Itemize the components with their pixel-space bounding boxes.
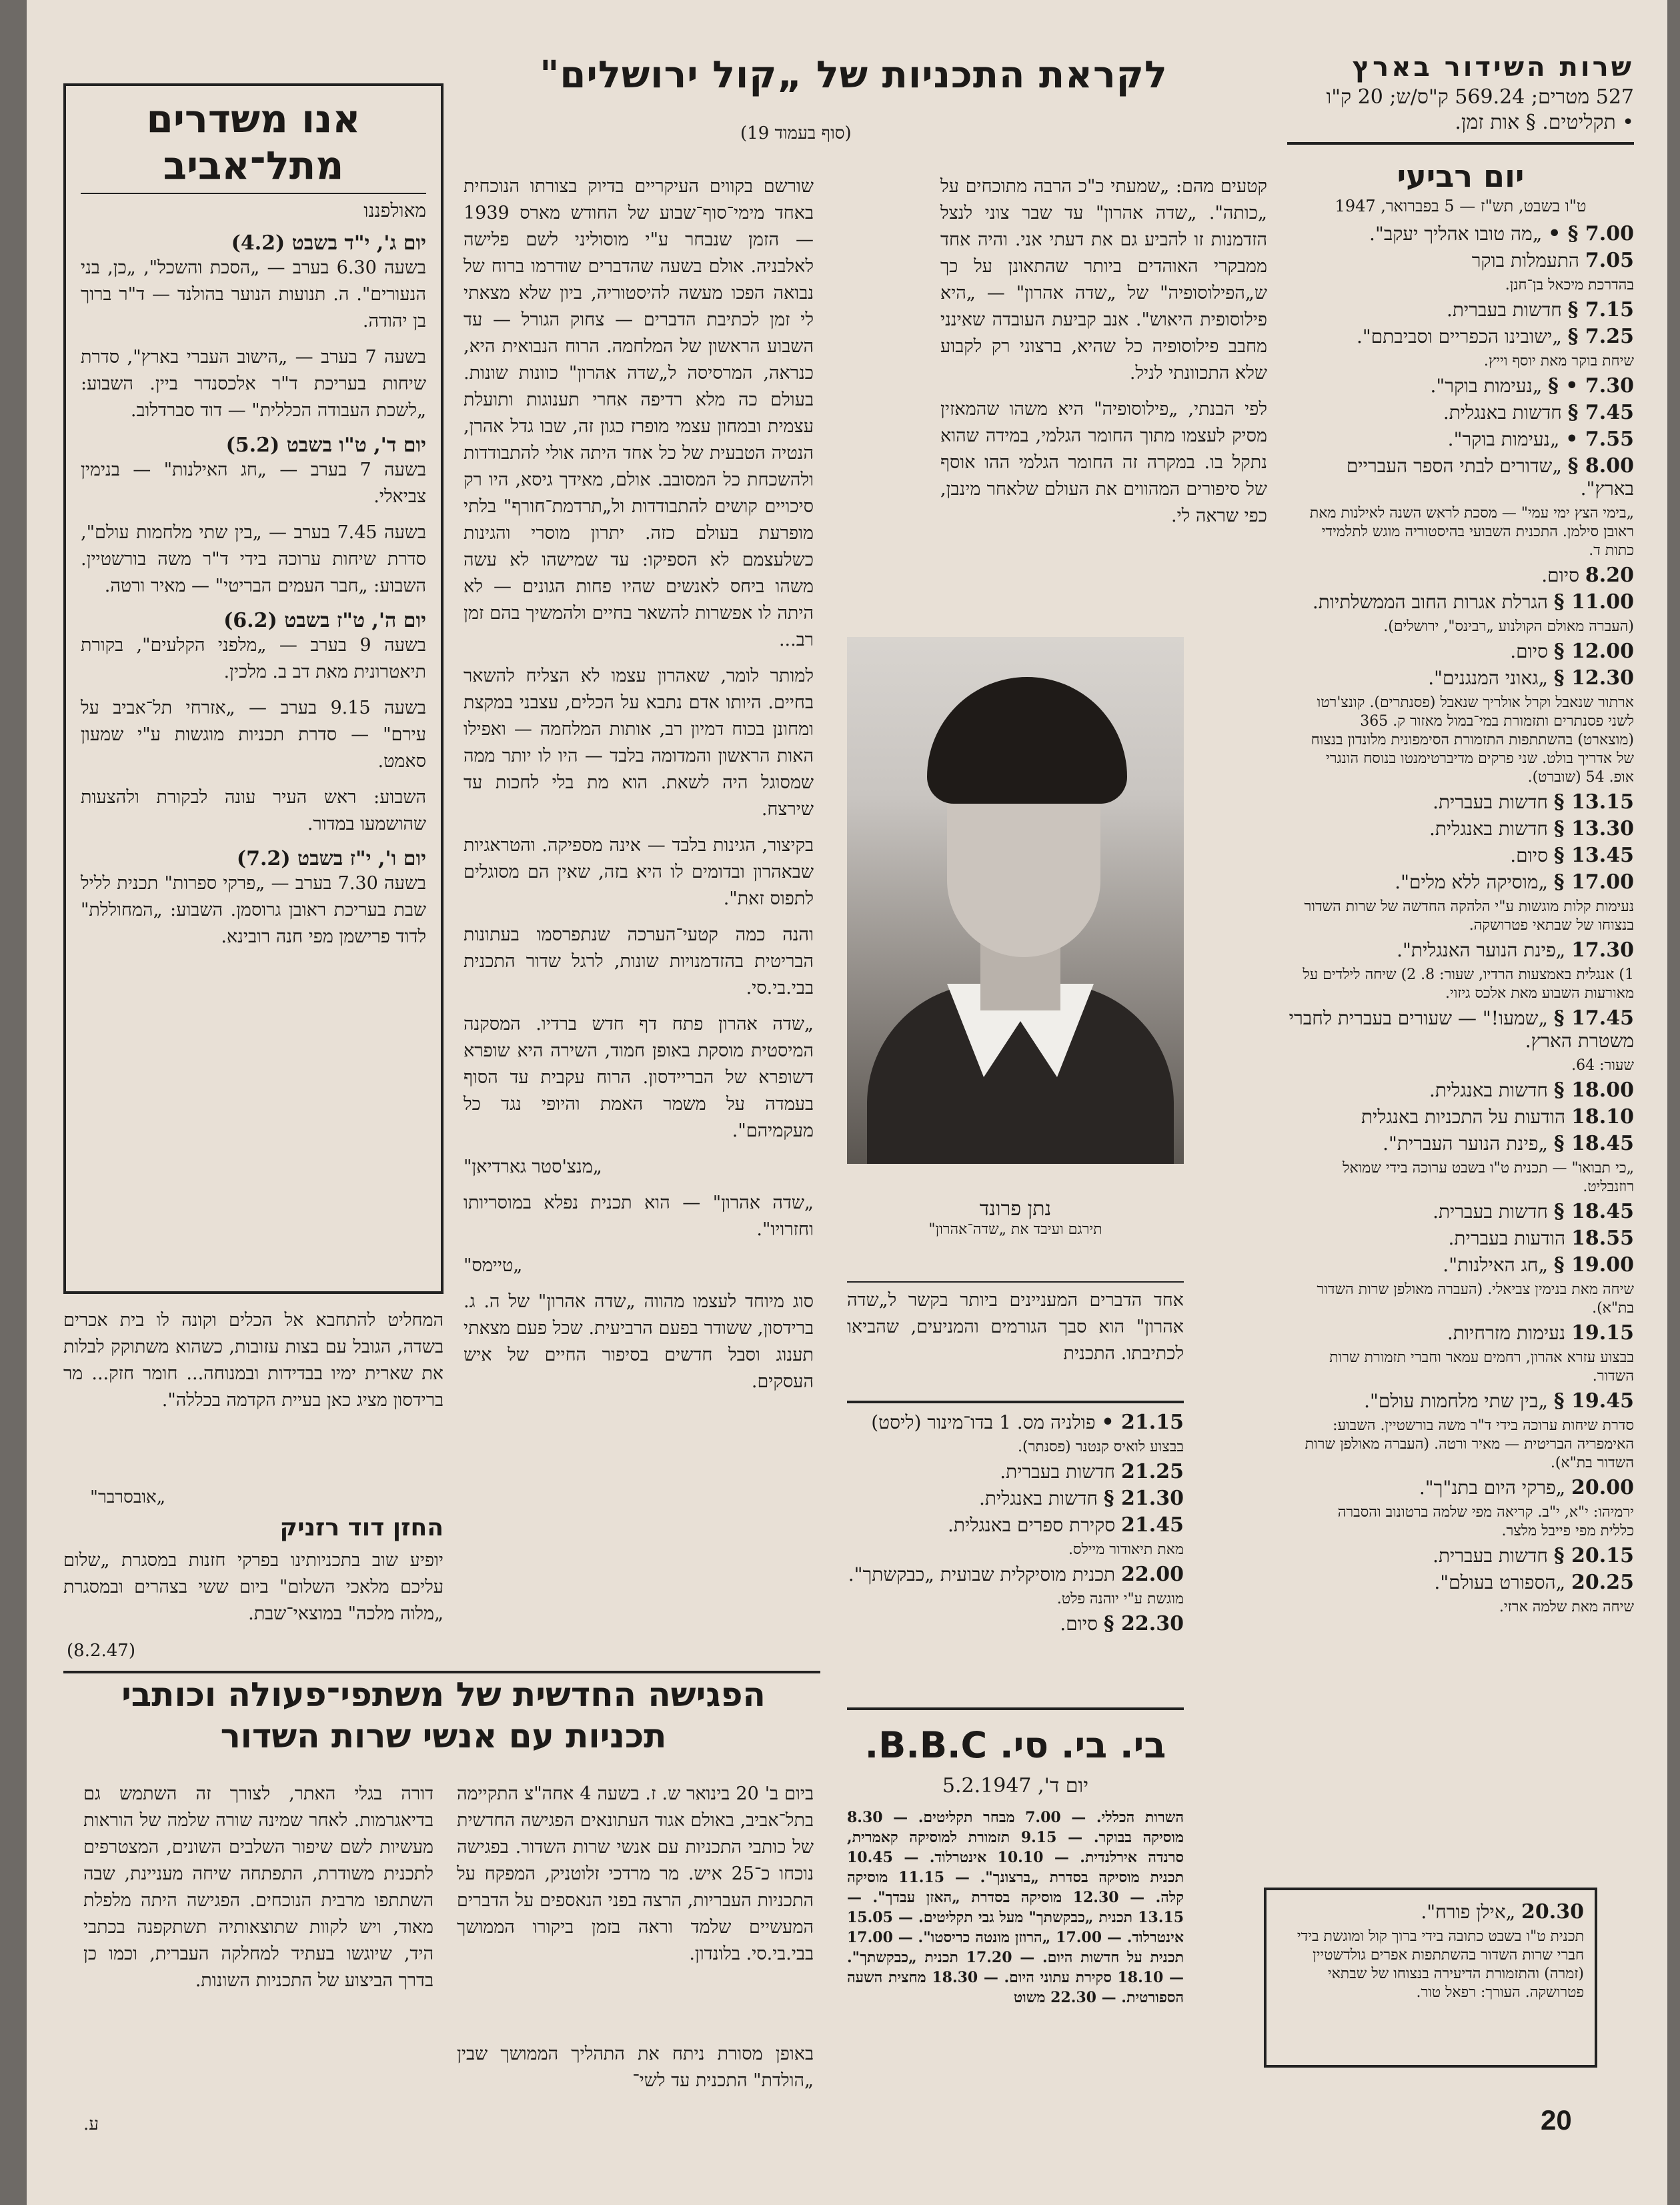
divider xyxy=(847,1401,1184,1403)
program-entry xyxy=(1287,1227,1634,1250)
program-title: סיום. xyxy=(1510,844,1548,866)
program-title: סיום. xyxy=(1541,564,1580,586)
program-details: תכנית ט"ו בשבט כתובה בידי ברוך קול ומוגשת בידי חברי שרות השדור בהשתתפות אפרים גולדשטיין (זמרה) והתזמורת הדיעירה בנצוחו של שבתאי פטרושקה. העורך: רפאל טור. xyxy=(1297,1928,1584,2001)
program-time: 18.55 xyxy=(1571,1227,1634,1250)
schedule-column xyxy=(1287,50,1634,1619)
program-title: „פרקי היום בתנ"ך". xyxy=(1419,1477,1566,1499)
program-entry xyxy=(1287,1254,1634,1277)
program-details: שיחה מאת בנימין צביאלי. (העברה מאולפן שרות השדור בת"א). xyxy=(1317,1281,1634,1317)
program-time: 7.25 § xyxy=(1567,325,1634,348)
program-title: „נעימות בוקר". xyxy=(1430,375,1543,397)
program-details: ירמיהו: י"א, י"ב. קריאה מפי שלמה ברטונוב והסברה כללית מפי פייבל מלצר. xyxy=(1337,1504,1634,1539)
photo-caption xyxy=(847,1197,1184,1238)
article-paragraph: בקיצור, הגינות בלבד — אינה מספיקה. והטראגיות שבאהרון ובדומים לו היא בזה, שאין הם מסוגלים לתפוס זאת". xyxy=(464,835,814,909)
program-time: 22.30 § xyxy=(1103,1612,1184,1635)
program-title: „בין שתי מלחמות עולם". xyxy=(1364,1390,1548,1412)
program-entry xyxy=(1287,564,1634,587)
program-details: 1) אנגלית באמצעות הרדיו, שעור: 8. 2) שיחה לילדים על מאורעות השבוע מאת אלכס גיזוי. xyxy=(1303,966,1634,1002)
photo-caption-name: נתן פרונד xyxy=(979,1197,1052,1221)
program-title: „הספורט בעולם". xyxy=(1434,1571,1566,1593)
program-details: נעימות קלות מוגשות ע"י הלהקה החדשה של שרות השדור בנצוחו של שבתאי פטרושקה. xyxy=(1304,898,1634,934)
meeting-title: הפגישה החדשית של משתפי־פעולה וכותבי תכניות עם אנשי שרות השדור xyxy=(121,1675,766,1755)
photo-hair xyxy=(927,677,1127,804)
schedule-legend: • תקליטים. § אות זמן. xyxy=(1455,111,1634,134)
article-continuation-note: (סוף בעמוד 19) xyxy=(740,123,852,143)
program-title: „נעימות בוקר". xyxy=(1447,428,1560,450)
program-time: 18.45 § xyxy=(1553,1200,1634,1223)
program-time: 12.30 § xyxy=(1553,666,1634,690)
schedule-date: ט"ו בשבט, תש"ז — 5 בפברואר, 1947 xyxy=(1335,197,1587,215)
meeting-signature: ע. xyxy=(83,2114,99,2134)
tel-aviv-day: יום ג', י"ד בשבט (4.2) xyxy=(231,231,426,255)
tel-aviv-entry: בשעה 7 בערב — „הישוב העברי בארץ", סדרת שיחות בעריכת ד"ר אלכסנדר ביין. השבוע: „לשכת העבודה הכללית" — דוד סברדלוב. xyxy=(81,347,426,421)
program-time: 21.45 xyxy=(1121,1513,1184,1537)
program-time: 17.45 § xyxy=(1553,1006,1634,1030)
tel-aviv-entry: בשעה 7.45 בערב — „בין שתי מלחמות עולם", סדרת שיחות ערוכה בידי ד"ר משה בורשטיין. השבוע: „חבר העמים הבריטי" — מאיר ורטה. xyxy=(81,522,426,596)
program-title: „מוסיקה ללא מלים". xyxy=(1395,871,1548,893)
divider xyxy=(847,1281,1184,1283)
tel-aviv-day: יום ו', י"ז בשבט (7.2) xyxy=(236,847,426,870)
portrait-photo xyxy=(847,637,1184,1164)
article-paragraph: למותר לומר, שאהרון עצמו לא הצליח להשאר בחיים. היותו אדם נתבא על הכלים, עצבני במקצת ומחונן בכוח דמיון רב, אותות המלחמה — ואפילו האות הראשון והמדומה בלבד — היו לו יותר ממה שמסוגל היה לשאת. הוא מת בלי לחכות עד שירצח. xyxy=(464,666,814,820)
program-title: סיום. xyxy=(1060,1613,1098,1635)
evening-schedule xyxy=(847,1407,1184,1639)
program-time: 19.45 § xyxy=(1553,1389,1634,1413)
program-time: 18.45 § xyxy=(1553,1132,1634,1155)
program-time: 7.55 • xyxy=(1565,428,1634,451)
program-time: 11.00 § xyxy=(1553,590,1634,614)
meeting-text-left: דורה בגלי האתר, לצורך זה השתמש גם בדיאגרמות. לאחר שמינה שורה שלמה של הוראות מעשיות לשם שיפור השלבים השונים, המצטרפים לתכנית משודרת, התפתחה שיחה מעניינת, שבה השתתפו מרבית הנוכחים. הפגישה היתה מלפלת מאוד, ויש לקוות שתוצאותיה תשתקפנה בכתבי היד, שיוגשו בעתיד למחלקה העברית, וכמו כן בדרך הביצוע של התכניות השונות. xyxy=(83,1783,434,1991)
program-entry xyxy=(1287,299,1634,321)
article-tail: המחליט להתחבא אל הכלים וקונה לו בית אכרים בשדה, הגובל עם בצות עזובות, כשהוא משתוקק לבלות את שארית ימיו בבדידות ובמנוחה... חומר חזק... מר ברידסון מציג כאן בעיית הקדמה בכללה". xyxy=(63,1310,444,1411)
review-source: „טיימס" xyxy=(464,1255,523,1276)
divider xyxy=(1287,142,1634,145)
program-title: „פינת הנוער העברית". xyxy=(1383,1133,1548,1155)
program-title: חדשות באנגלית. xyxy=(1429,1079,1548,1101)
program-details: סדרת שיחות ערוכה בידי ד"ר משה בורשטיין. השבוע: האימפריה הבריטית — מאיר ורטה. (העברה מאולפן שרות השדור בת"א). xyxy=(1305,1417,1634,1471)
article-paragraph: „שדה אהרון" — הוא תכנית נפלא במוסריותו וחזרויו". xyxy=(464,1193,814,1240)
program-entry xyxy=(847,1411,1184,1434)
photo-caption-role: תירגם ועיבד את „שדה־אהרון" xyxy=(928,1221,1102,1238)
tel-aviv-subtitle: מאולפננו xyxy=(363,199,426,221)
tel-aviv-title: אנו משדרים מתל־אביב xyxy=(146,96,361,188)
program-entry xyxy=(1287,1201,1634,1223)
caption-paragraph: אחד הדברים המעניינים ביותר בקשר ל„שדה אהרון" הוא סבך הגורמים והמניעים, שהביאו לכתיבתו. התכנית xyxy=(847,1290,1184,1364)
program-entry xyxy=(1287,591,1634,614)
program-time: 7.15 § xyxy=(1567,298,1634,321)
program-entry xyxy=(1287,223,1634,245)
program-entry xyxy=(1287,375,1634,398)
article-paragraph: „שדה אהרון פתח דף חדש ברדיו. המסקנה המיסטית מוסקת באופן חמוד, השירה היא שופרא דשופרא של הבריידסון. הרוח עקבית עד הסוף בעמדה על משמר האמת והיופי נגד כל מעקמיהם". xyxy=(464,1014,814,1141)
program-time: 7.00 § • xyxy=(1548,222,1634,245)
tel-aviv-entry: בשעה 9 בערב — „מלפני הקלעים", בקורת תיאטרונית מאת דב ב. מלכין. xyxy=(81,635,426,682)
program-time: 21.15 • xyxy=(1101,1411,1184,1434)
program-time: 19.15 xyxy=(1571,1321,1634,1345)
program-title: חדשות באנגלית. xyxy=(978,1487,1098,1509)
schedule-header: שרות השידור בארץ xyxy=(1352,52,1634,83)
divider xyxy=(81,193,426,194)
divider xyxy=(63,1671,820,1673)
program-entry xyxy=(1287,667,1634,690)
program-entry xyxy=(847,1487,1184,1510)
program-time: 20.25 xyxy=(1571,1571,1634,1594)
program-entry xyxy=(1287,1390,1634,1413)
tel-aviv-box xyxy=(63,83,444,1294)
tel-aviv-entry: השבוע: ראש העיר עונה לבקורת ולהצעות שהושמעו במדור. xyxy=(81,787,426,834)
magazine-page xyxy=(27,0,1667,2205)
program-title: חדשות בעברית. xyxy=(1446,299,1562,321)
program-time: 20.15 § xyxy=(1553,1544,1634,1567)
program-entry xyxy=(1287,791,1634,814)
program-entry xyxy=(1287,249,1634,272)
divider xyxy=(847,1707,1184,1710)
program-details: „בימי הצץ ימי עמי" — מסכת לראש השנה לאילנות מאת ראובן סילמן. התכנית השבועי בהיסטוריה מוגש לתלמידי כתות ד. xyxy=(1309,505,1634,559)
program-time: 21.25 xyxy=(1121,1460,1184,1483)
article-paragraph: קטעים מהם: „שמעתי כ"כ הרבה מתוכחים על „כותה". „שדה אהרון" עד שבר צוני לנצל הזדמנות זו להביע גם את דעתי אני. והיה אחד ממבקרי האוהדים ביותר שהתאונן על כך ש„הפילוסופיה" של „שדה אהרון" — „היא פילוסופית היאוש". אנב קביעת העובדה שאינני מחבב פילוסופיה כל שהיא, ברצוני רק לקבוע שלא התכוונתי לניל. xyxy=(940,176,1267,384)
meeting-text-right-cont: באופן מסורת ניתח את התהליך הממושך שבין „הולדת" התכנית עד לשי־ xyxy=(457,2044,814,2091)
program-time: 20.00 xyxy=(1571,1476,1634,1499)
cantor-title: החזן דוד רזניק xyxy=(279,1514,444,1541)
article-paragraph: לפי הבנתי, „פילוסופיה" היא משהו שהמאזין מסיק לעצמו מתוך החומר הגלמי, במידה שהוא נתקל בו. במקרה זה החומר הגלמי ההו אוסף של סיפורים המהווים את העולם שלאחר מינבן, כפי שראה לי. xyxy=(940,399,1267,526)
program-title: „שדורים לבתי הספר העבריים בארץ". xyxy=(1346,455,1634,500)
program-time: 12.00 § xyxy=(1553,640,1634,663)
program-details: מוגשת ע"י יוהנה פלט. xyxy=(1056,1591,1184,1607)
program-entry xyxy=(1287,1106,1634,1129)
program-title: הודעות בעברית. xyxy=(1448,1227,1566,1249)
tel-aviv-entry: בשעה 7.30 בערב — „פרקי ספרות" תכנית לליל שבת בעריכת ראובן גרוסמן. השבוע: „המחוללת" לדוד פרישמן מפי חנה רובינא. xyxy=(81,873,426,947)
program-time: 19.00 § xyxy=(1553,1253,1634,1277)
program-title: חדשות באנגלית. xyxy=(1429,818,1548,840)
program-time: 21.30 § xyxy=(1103,1487,1184,1510)
program-title: חדשות בעברית. xyxy=(1000,1461,1116,1483)
program-time: 7.45 § xyxy=(1567,401,1634,424)
program-title: חדשות בעברית. xyxy=(1433,791,1548,813)
schedule-list xyxy=(1287,223,1634,1617)
program-details: שיחת בוקר מאת יוסף וייץ. xyxy=(1483,353,1634,370)
bbc-title: בי. בי. סי. B.B.C. xyxy=(864,1724,1166,1766)
article-column-a xyxy=(940,173,1267,539)
program-title: חדשות באנגלית. xyxy=(1443,402,1562,424)
program-entry xyxy=(847,1461,1184,1483)
program-time: 7.05 xyxy=(1585,249,1634,272)
bbc-day: יום ד', 5.2.1947 xyxy=(942,1774,1089,1797)
cantor-text: יופיע שוב בתכניותינו בפרקי חזנות במסגרת „שלום עליכם מלאכי השלום" ביום ששי בצהרים ובמסגרת „מלוה מלכה" במוצאי־שבת. xyxy=(63,1550,444,1624)
program-details: שעור: 64. xyxy=(1571,1057,1634,1074)
program-entry xyxy=(1287,325,1634,348)
bbc-schedule-text: השרות הכללי. — 7.00 מבחר תקליטים. — 8.30 מוסיקה בבוקר. — 9.15 תזמורת למוסיקה קאמרית, סרנדה אירלנדית. — 10.10 אינטרלוד. — 10.45 תכנית מוסיקה בסדרת „ברצונך". — 11.15 מוסיקה קלה. — 12.30 מוסיקה בסדרת „האזן עבדך". — 13.15 תכנית „כבקשתך" מעל גבי תקליטים. — 15.05 אינטרלוד. — 17.00 „הרוזן מונטה כריסטו". — 17.00 תכנית על חדשות היום. — 17.20 תכנית „כבקשתך". — 18.10 סקירת עתוני היום. — 18.30 מחצית השעה הספורטית. — 22.30 משוט xyxy=(847,1809,1184,2006)
program-title: „חג האילנות". xyxy=(1443,1254,1548,1276)
review-source: „אובסרבר" xyxy=(90,1487,166,1507)
program-time: 17.30 xyxy=(1571,938,1634,962)
schedule-frequency: 527 מטרים; 569.24 ק"ס/ש; 20 ק"ו xyxy=(1326,85,1634,109)
program-time: 22.00 xyxy=(1121,1563,1184,1586)
program-time: 13.30 § xyxy=(1553,817,1634,840)
program-time: 17.00 § xyxy=(1553,870,1634,894)
tel-aviv-day: יום ד', ט"ו בשבט (5.2) xyxy=(225,434,426,457)
program-title: חדשות בעברית. xyxy=(1433,1201,1548,1223)
tel-aviv-entry: בשעה 9.15 בערב — „אזרחי תל־אביב על עירם" — סדרת תכניות מוגשות ע"י שמעון סאמט. xyxy=(81,698,426,772)
article-title: לקראת התכניות של „קול ירושלים" xyxy=(540,53,1168,97)
tel-aviv-entry: בשעה 7 בערב — „חג האילנות" — בנימין צביאלי. xyxy=(81,460,426,507)
program-entry xyxy=(1277,1901,1584,1924)
article-column-b xyxy=(464,173,814,1405)
program-details: „כי תבואו" — תכנית ט"ו בשבט ערוכה בידי שמואל רוזנבליט. xyxy=(1343,1160,1634,1195)
program-title: התעמלות בוקר xyxy=(1471,249,1580,271)
program-entry xyxy=(1287,1133,1634,1155)
article-paragraph: סוג מיוחד לעצמו מהווה „שדה אהרון" של ה. ג. ברידסון, ששודר בפעם הרביעית. שכל פעם מצאתי תענוג וסבל חדשים בסיפור החיים של איש העסקים. xyxy=(464,1291,814,1392)
program-entry xyxy=(1287,455,1634,500)
program-title: תכנית מוסיקלית שבועית „כבקשתך". xyxy=(848,1563,1116,1585)
program-entry xyxy=(1287,1571,1634,1594)
schedule-day: יום רביעי xyxy=(1397,158,1525,194)
program-time: 8.00 § xyxy=(1567,454,1634,478)
program-time: 8.20 xyxy=(1585,564,1634,587)
program-entry xyxy=(1287,1477,1634,1499)
cantor-date: (8.2.47) xyxy=(67,1641,136,1661)
review-source: „מנצ'סטר גארדיאן" xyxy=(464,1157,602,1177)
program-entry xyxy=(1287,844,1634,867)
page-number: 20 xyxy=(1541,2104,1572,2136)
program-highlight-box xyxy=(1264,1888,1597,2068)
program-title: פולניה מס. 1 בדו־מינור (ליסט) xyxy=(871,1411,1096,1433)
program-entry xyxy=(1287,640,1634,663)
program-title: חדשות בעברית. xyxy=(1433,1545,1548,1567)
program-entry xyxy=(1287,1079,1634,1102)
program-details: בהדרכת מיכאל בן־חנן. xyxy=(1505,277,1634,293)
program-time: 20.30 xyxy=(1521,1900,1584,1924)
program-title: „שמעו!" — שעורים בעברית לחברי משטרת הארץ. xyxy=(1289,1007,1634,1052)
program-title: הודעות על התכניות באנגלית xyxy=(1361,1106,1566,1128)
article-paragraph: שורשם בקווים העיקריים בדיוק בצורתו הנוכחית באחד מימי־סוף־שבוע של החודש מארס 1939 — הזמן שנבחר ע"י מוסוליני לשם פלישה לאלבניה. אולם בשעה שהדברים שודרמו ברוח של נבואה הפכו מעשה להיסטוריה, ביון שלא מצאתי לי זמן לכתיבת הדברים — צחוק הגורל — עד השבוע הראשון של המלחמה. הרוח הנבואית היא, כנראה, המרסיסה ל„שדה אהרון" כוונות שונות. בעולם כה מלא רדיפה אחרי תענוגות ותועלת עצמית ובמחון עצמי מופרז כגון זה, שבו גדל אהרן, הנטיה הטבעית של כל אחד היתה אולי להתבודדות ולהשכחת כל המסובב. אולם, מאידך גיסא, היו רק סיכויים קושים להתבודדות ול„תרדמת־חורף" בלתי מופרעת בעולם כזה. יתרון מוסרי והגינות כשלעצמם לא הספיקו: עד שמישהו לא עשה משהו ביחס לאנשים שהיו פחות הגונים — לא היתה לו אפשרות להשאר בחיים ולהמשיך בהם זמן רב... xyxy=(464,176,814,650)
program-title: הגרלת אגרות החוב הממשלתיות. xyxy=(1312,591,1548,613)
program-details: מאת תיאודור מיילס. xyxy=(1068,1541,1184,1558)
program-entry xyxy=(1287,1007,1634,1052)
program-entry xyxy=(1287,871,1634,894)
program-entry xyxy=(1287,1322,1634,1345)
article-paragraph: והנה כמה קטעי־הערכה שנתפרסמו בעתונות הבריטית בהזדמנויות שונות, לרגל שדור התכנית בבי.בי.סי. xyxy=(464,924,814,998)
program-title: „פינת הנוער האנגלית". xyxy=(1397,939,1566,961)
program-entry xyxy=(847,1514,1184,1537)
program-title: נעימות מזרחיות. xyxy=(1447,1322,1566,1344)
program-entry xyxy=(1287,939,1634,962)
program-details: בבצוע לואיס קנטנר (פסנתר). xyxy=(1018,1439,1184,1455)
program-entry xyxy=(1287,818,1634,840)
program-title: סיום. xyxy=(1510,640,1548,662)
program-entry xyxy=(847,1613,1184,1635)
program-time: 7.30 • § xyxy=(1548,374,1634,398)
program-entry xyxy=(1287,428,1634,451)
program-entry xyxy=(1287,402,1634,424)
program-entry xyxy=(1287,1545,1634,1567)
program-time: 13.45 § xyxy=(1553,844,1634,867)
program-title: „מה טובו אהליך יעקב". xyxy=(1369,223,1543,245)
program-title: „גאוני המנגנים". xyxy=(1428,667,1548,689)
tel-aviv-entries xyxy=(81,231,426,950)
program-title: „ישובינו הכפריים וסביבתם". xyxy=(1357,325,1562,347)
program-title: סקירת ספרים באנגלית. xyxy=(948,1514,1116,1536)
program-details: (העברה מאולם הקולנוע „רבינס", ירושלים). xyxy=(1383,618,1634,635)
program-title: „אילן פורח". xyxy=(1421,1901,1516,1923)
program-time: 18.10 xyxy=(1571,1105,1634,1129)
program-details: ארתור שנאבל וקרל אולריך שנאבל (פסנתרים). קונצ'רטו לשני פסנתרים ותזמורת במי־במול מאזור ק. 365 (מוצארט) בהשתתפות התזמורת הסימפונית מלונדון בנצוח של אדריך בולט. שני פרקים מדיברטימנטו בנוסח הונגרי אופ. 54 (שוברט). xyxy=(1311,694,1634,786)
tel-aviv-entry: בשעה 6.30 בערב — „הסכת והשכל", „כן, בני הנעורים". ה. תנועות הנוער בהולנד — ד"ר ברוך בן יהודה. xyxy=(81,257,426,331)
tel-aviv-day: יום ה', ט"ז בשבט (6.2) xyxy=(223,609,426,632)
program-entry xyxy=(847,1563,1184,1586)
program-details: שיחה מאת שלמה ארזי. xyxy=(1499,1599,1634,1615)
program-details: בבצוע עזרא אהרון, רחמים עמאר וחברי תזמורת שרות השדור. xyxy=(1329,1349,1634,1385)
meeting-text-right: ביום ב' 20 בינואר ש. ז. בשעה 4 אחה"צ התקיימה בתל־אביב, באולם אגוד העתונאים הפגישה החדשית של כותבי התכניות עם אנשי שרות השדור. בפגישה נוכחו כ־25 איש. מר מרדכי זלוטניק, המפקח על התכניות העבריות, הרצה בפני הנאספים על הדברים המעשיים שלמד וראה בזמן ביקורו הממושך בבי.בי.סי. בלונדון. xyxy=(457,1783,814,1964)
program-time: 13.15 § xyxy=(1553,790,1634,814)
program-time: 18.00 § xyxy=(1553,1078,1634,1102)
